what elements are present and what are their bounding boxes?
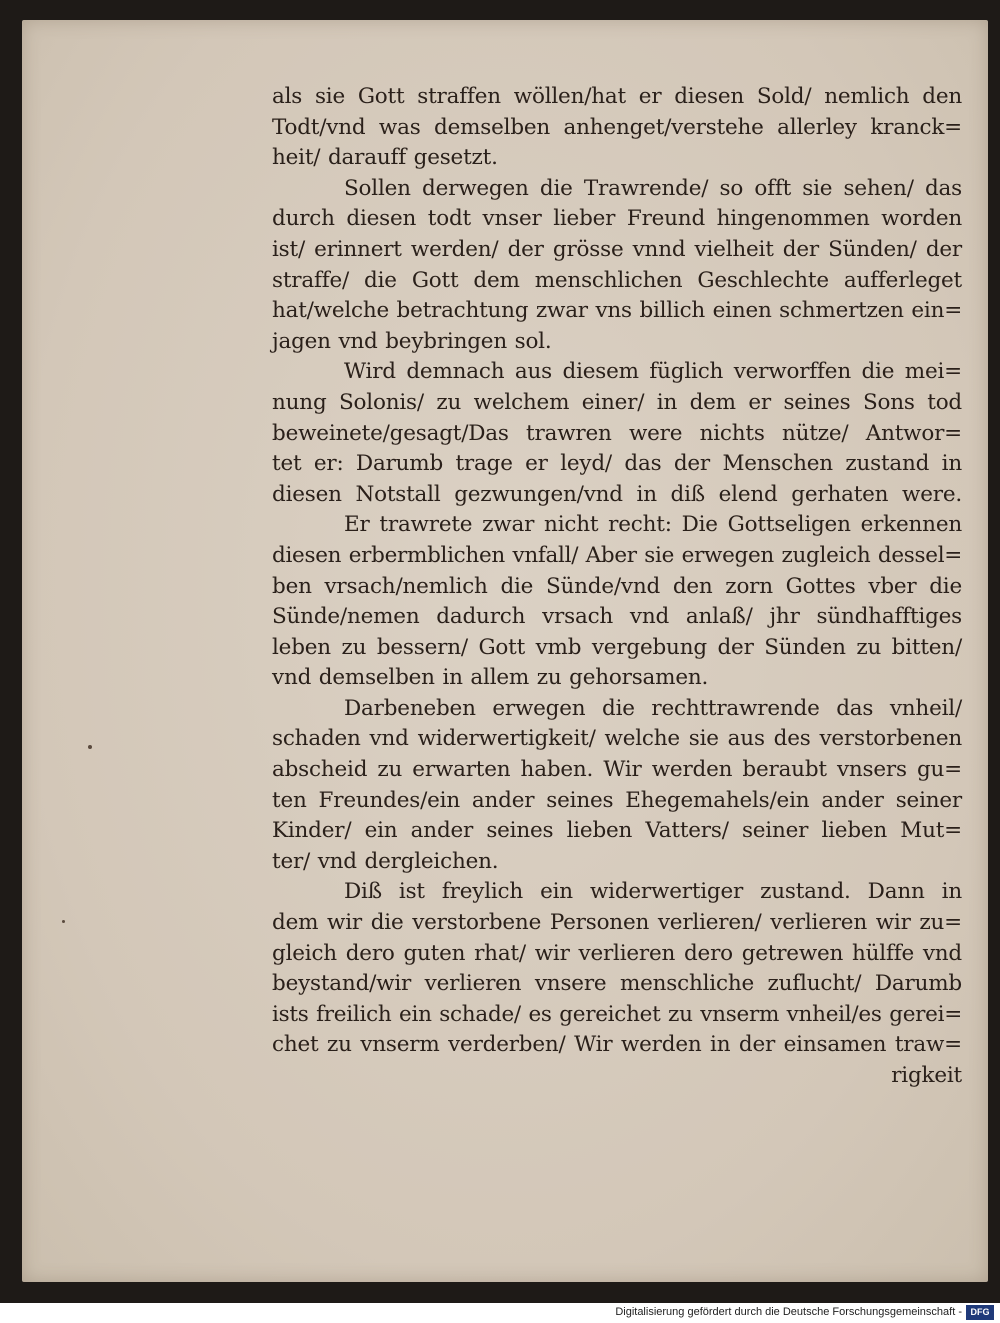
text-line: ter/ vnd dergleichen. — [272, 848, 499, 874]
text-line: Todt/vnd was demselben anhenget/verstehe allerley kranck= — [272, 114, 962, 140]
dfg-logo: DFG — [966, 1305, 994, 1320]
text-line: dem wir die verstorbene Personen verlieren/ verlieren wir zu= — [272, 910, 962, 936]
text-line: diesen Notstall gezwungen/vnd in diß elend gerhaten were. — [272, 481, 962, 507]
text-line: Kinder/ ein ander seines lieben Vatters/ seiner lieben Mut= — [272, 818, 962, 844]
text-line: ten Freundes/ein ander seines Ehegemahels/ein ander seiner — [272, 787, 962, 813]
text-line: gleich dero guten rhat/ wir verlieren dero getrewen hülffe vnd — [272, 940, 962, 966]
text-line: straffe/ die Gott dem menschlichen Geschlechte aufferleget — [272, 267, 962, 293]
text-line: Darbeneben erwegen die rechttrawrende das vnheil/ — [344, 695, 962, 721]
footer-bar — [0, 1303, 1000, 1323]
text-line: nung Solonis/ zu welchem einer/ in dem er seines Sons tod — [272, 389, 962, 415]
text-line: beweinete/gesagt/Das trawren were nichts nütze/ Antwor= — [272, 420, 962, 446]
catchword: rigkeit — [891, 1063, 962, 1088]
text-line: durch diesen todt vnser lieber Freund hingenommen worden — [272, 206, 962, 232]
text-line: heit/ darauff gesetzt. — [272, 145, 498, 171]
text-line: abscheid zu erwarten haben. Wir werden beraubt vnsers gu= — [272, 757, 962, 783]
text-line: ists freilich ein schade/ es gereichet zu vnserm vnheil/es gerei= — [272, 1001, 962, 1027]
text-line: beystand/wir verlieren vnsere menschliche zuflucht/ Darumb — [272, 971, 962, 997]
text-line: Sollen derwegen die Trawrende/ so offt sie sehen/ das — [344, 175, 962, 201]
paper-speck — [62, 920, 65, 923]
text-line: leben zu bessern/ Gott vmb vergebung der Sünden zu bitten/ — [272, 634, 962, 660]
text-line: Diß ist freylich ein widerwertiger zustand. Dann in — [344, 879, 962, 905]
text-line: Wird demnach aus diesem füglich verworffen die mei= — [344, 359, 962, 385]
text-line: jagen vnd beybringen sol. — [272, 328, 552, 354]
text-line: als sie Gott straffen wöllen/hat er diesen Sold/ nemlich den — [272, 84, 962, 109]
text-line: chet zu vnserm verderben/ Wir werden in der einsamen traw= — [272, 1032, 962, 1058]
funding-credit: Digitalisierung gefördert durch die Deutsche Forschungsgemeinschaft - — [615, 1306, 962, 1318]
book-page — [22, 20, 988, 1282]
text-line: ist/ erinnert werden/ der grösse vnnd vielheit der Sünden/ der — [272, 236, 962, 262]
text-line: tet er: Darumb trage er leyd/ das der Menschen zustand in — [272, 451, 962, 477]
paper-speck — [88, 745, 92, 749]
text-line: hat/welche betrachtung zwar vns billich einen schmertzen ein= — [272, 298, 962, 324]
text-line: Sünde/nemen dadurch vrsach vnd anlaß/ jhr sündhafftiges — [272, 604, 962, 630]
text-line: ben vrsach/nemlich die Sünde/vnd den zorn Gottes vber die — [272, 573, 962, 599]
page-text — [272, 82, 962, 1092]
text-line: Er trawrete zwar nicht recht: Die Gottseligen erkennen — [344, 512, 962, 538]
text-line: schaden vnd widerwertigkeit/ welche sie aus des verstorbenen — [272, 726, 962, 752]
text-line: vnd demselben in allem zu gehorsamen. — [272, 665, 709, 691]
text-line: diesen erbermblichen vnfall/ Aber sie erwegen zugleich dessel= — [272, 542, 962, 568]
